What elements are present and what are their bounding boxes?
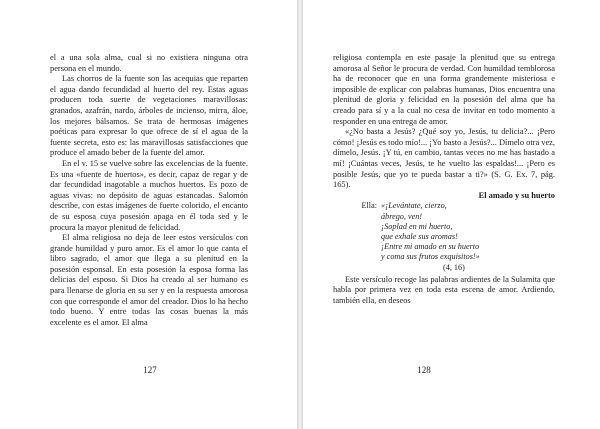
poem-line: «¡Levántate, cierzo, bbox=[381, 201, 447, 211]
poem-line: ábrego, ven! bbox=[381, 211, 423, 221]
page-number: 127 bbox=[143, 365, 157, 375]
poem-reference: (4, 16) bbox=[443, 262, 465, 272]
poem-line: que exhale sus aromas! bbox=[381, 231, 458, 241]
paragraph: Este versículo recoge las palabras ardientes de la Sulamita que habla por primera vez en toda esta escena de amor. Ardiendo, también ella, en deseos bbox=[333, 274, 555, 305]
paragraph: religiosa contempla en este pasaje la plenitud que su entrega amorosa al Señor le procura de verdad. Con humildad temblorosa ha de reconocer que en una forma grandemente misteriosa e imposible de explicar con palabras humanas, Dios encuentra una plenitud de gloria y felicidad en la posesión del alma que ha creado para sí y a la cual no cesa de invitar en todo momento a responder en una entrega de amor. bbox=[333, 53, 555, 126]
paragraph: el a una sola alma, cual si no existiera ninguna otra persona en el mundo. bbox=[50, 53, 248, 73]
left-page-text bbox=[50, 53, 248, 328]
paragraph: Las chorros de la fuente son las acequias que reparten el agua dando fecundidad al huerto del rey. Estas aguas producen toda suerte de vegetaciones maravillosas: granados, azafrán, nardo, árboles de incienso, mirra, áloe, los mejores bálsamos. Se trata de hermosas imágenes poéticas para expresar lo que ofrece de sí el agua de la fuente secreta, esto es: las maravillosas satisfacciones que produce el amado beber de la fuente del amor. bbox=[50, 74, 248, 158]
quotation: «¿No basta a Jesús? ¿Qué soy yo, Jesús, tu delicia?... ¡Pero cómo! ¡Jesús es todo mío!... ¡Yo basto a Jesús?... Dímelo otra vez, dímelo, Jesús. ¡Y tú, en cambio, tantas veces no me has bastado a mí! ¡Cuántas veces, Jesús, te he vuelto las espaldas!... ¡Pero es posible Jesús, que yo te pueda bastar a ti?» (S. G. Ex. 7, pág. 165). bbox=[333, 127, 555, 190]
poem-line: ¡Entre mi amado en su huerto bbox=[381, 242, 480, 252]
poem bbox=[333, 201, 555, 272]
section-heading: El amado y su huerto bbox=[478, 190, 555, 200]
right-page-text bbox=[333, 53, 555, 307]
page-number: 128 bbox=[417, 365, 431, 375]
poem-line: ¡Soplad en mi huerto, bbox=[381, 221, 453, 231]
paragraph: En el v. 15 se vuelve sobre las excelencias de la fuente. Es una «fuente de huertos», es decir, capaz de regar y de dar fecundidad inagotable a muchos huertos. Es pozo de aguas vivas: no depósito de aguas estancadas. Salomón describe, con estas imágenes de fuerte colorido, el encanto de su esposa cuya posesión apaga en él toda sed y le procura la mayor plenitud de felicidad. bbox=[50, 158, 248, 232]
poem-speaker: Ella: bbox=[361, 201, 377, 211]
left-page bbox=[0, 0, 297, 429]
poem-line: y coma sus frutos exquisitos!» bbox=[381, 252, 480, 262]
right-page bbox=[303, 0, 600, 429]
paragraph: El alma religiosa no deja de leer estos versículos con grande humildad y puro amor. Es el amor lo que canta el libro sagrado, el amor que llega a su plenitud en la posesión esponsal. En esta posesión la esposa forma las delicias del esposo. Si Dios ha creado al ser humano es para llenarse de gloria en su ser y en la respuesta amorosa con que corresponde el amor del creador. Dios lo ha hecho todo bueno. Y entre todas las cosas buenas la más excelente es el amor. El alma bbox=[50, 233, 248, 327]
